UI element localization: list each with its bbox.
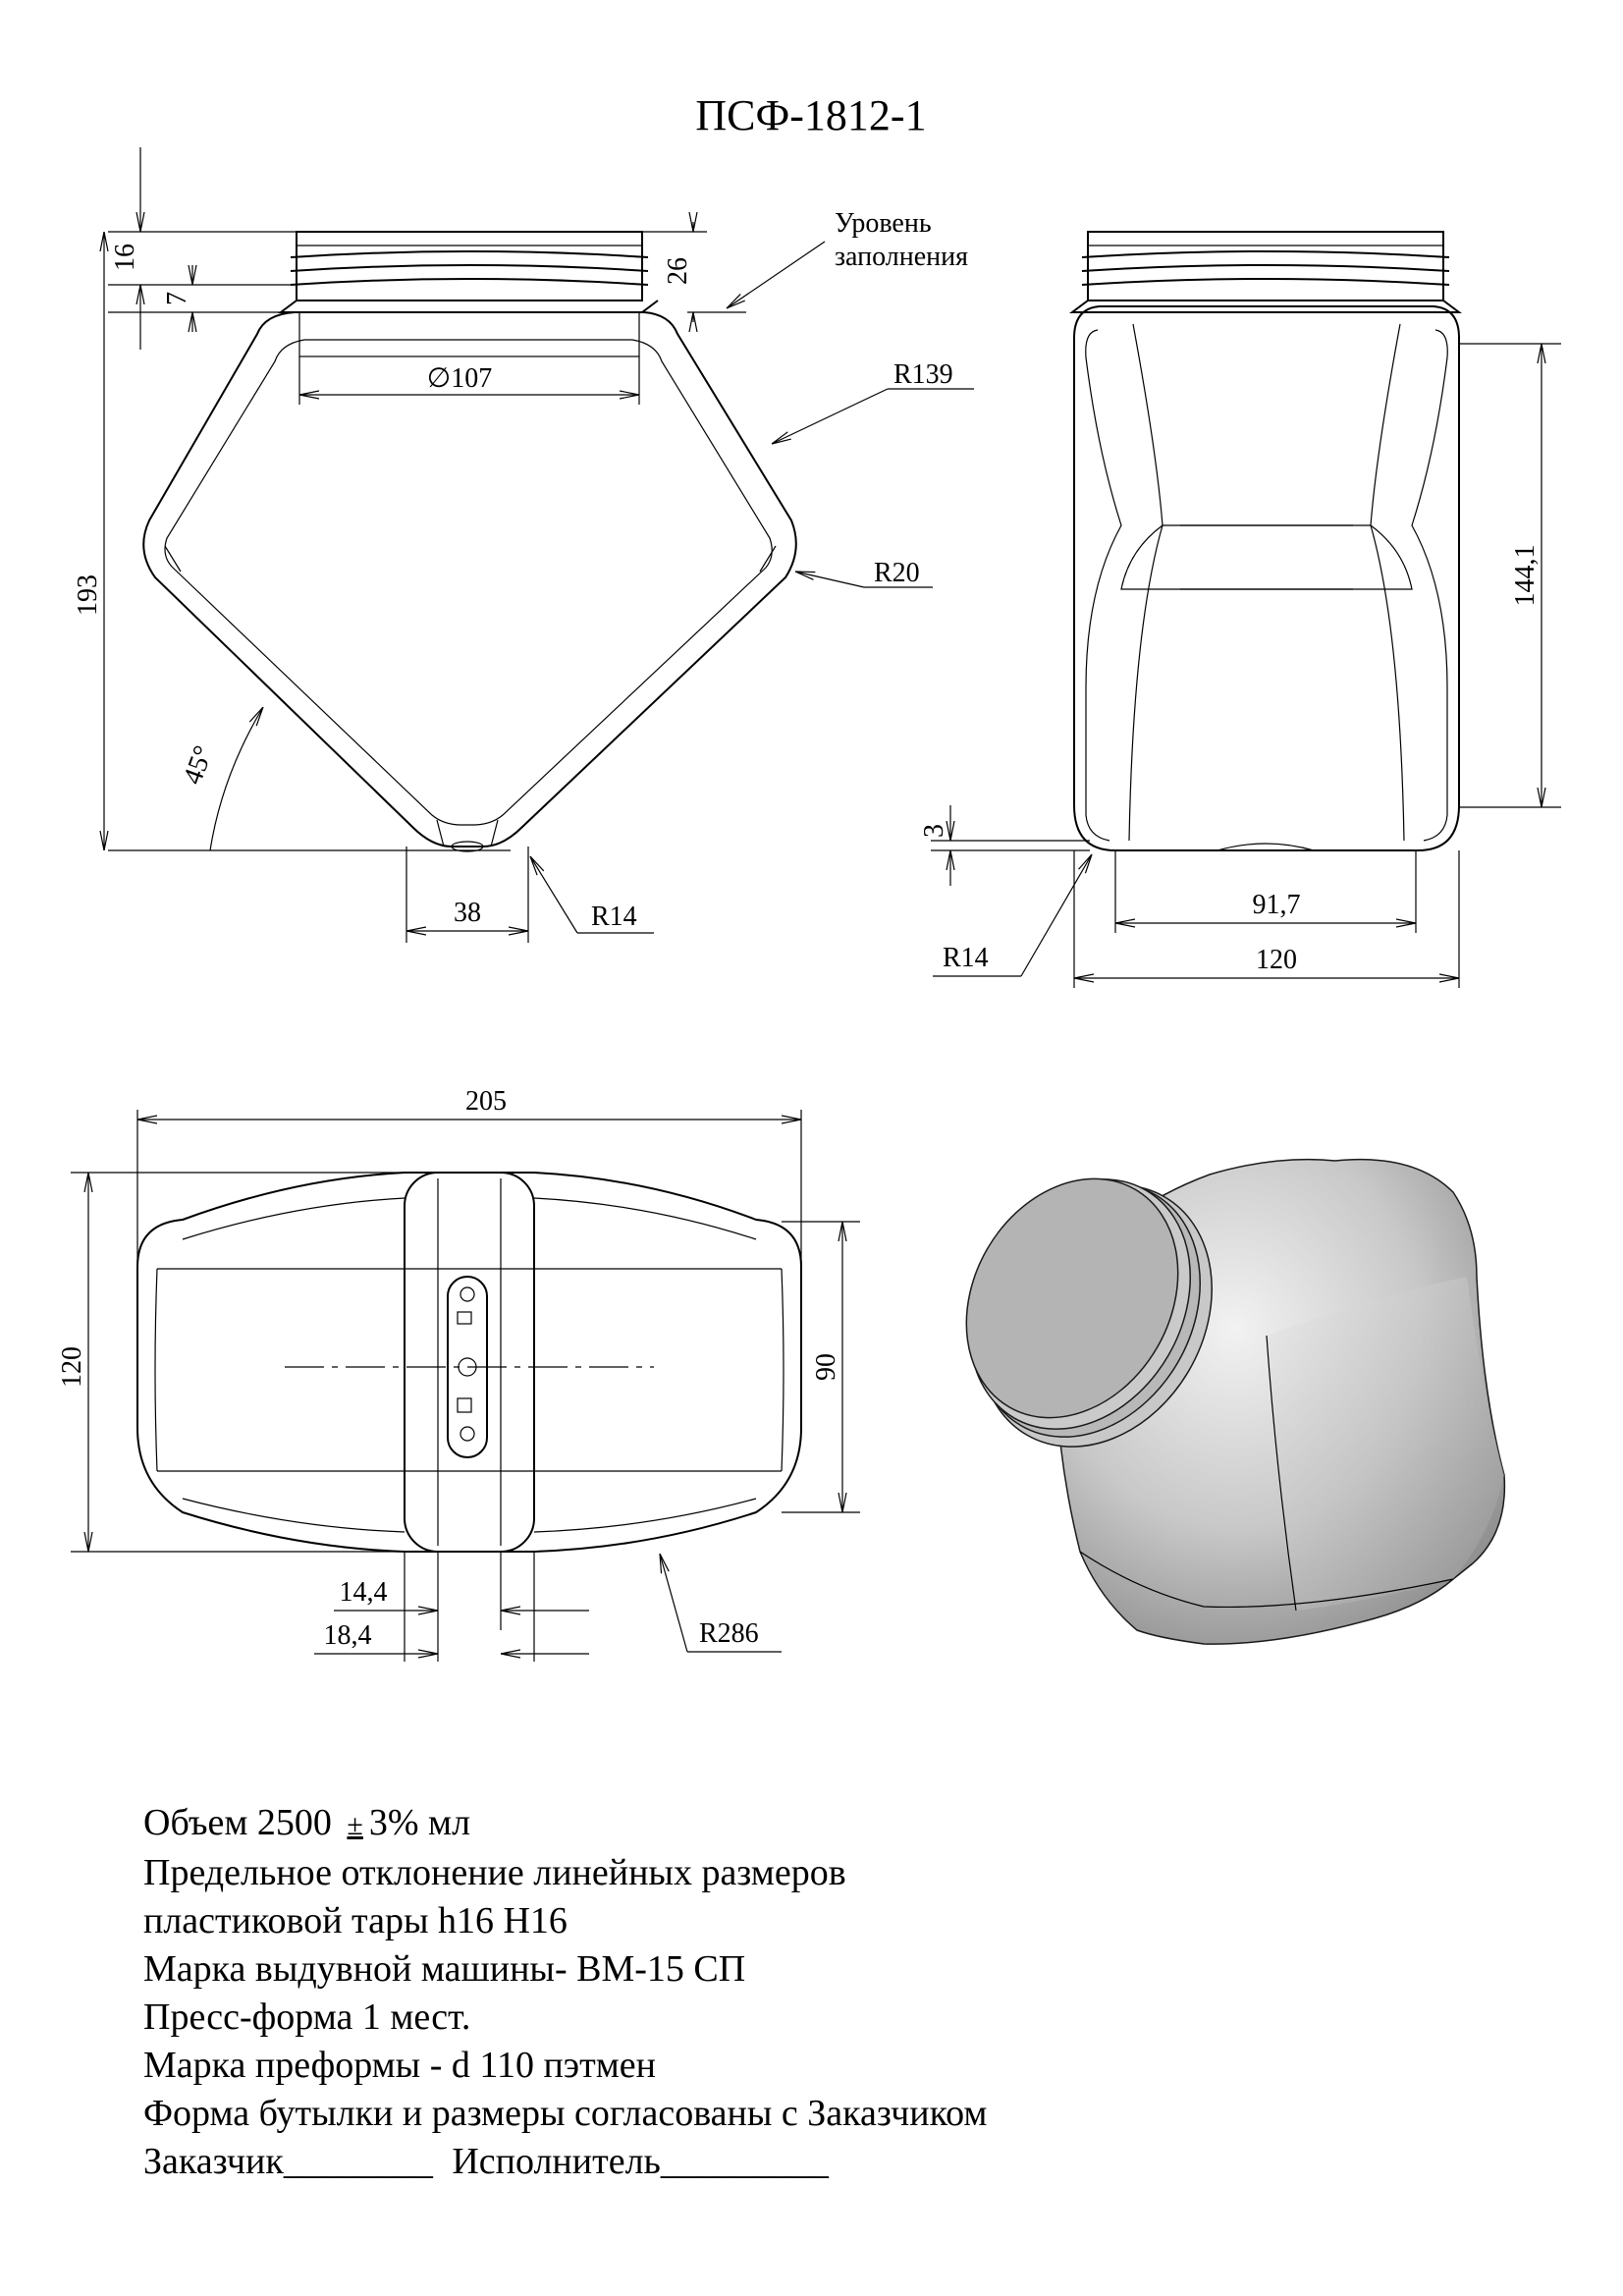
drawing-title: ПСФ-1812-1 <box>695 91 927 139</box>
specification-notes <box>143 1799 1518 2186</box>
side-panel <box>1086 330 1121 841</box>
dim-r14-side: R14 <box>943 943 989 973</box>
dim-angle-45: 45° <box>177 741 220 789</box>
customer-label: Заказчик <box>143 2141 284 2182</box>
side-thread <box>1082 251 1449 285</box>
note-tolerance-2: пластиковой тары h16 H16 <box>143 1900 568 1941</box>
dim-91-7: 91,7 <box>1252 890 1301 920</box>
dim-193: 193 <box>73 574 103 616</box>
top-center-band <box>405 1173 534 1552</box>
note-signatures <box>143 2138 1518 2186</box>
dim-16: 16 <box>110 244 140 271</box>
dim-7: 7 <box>162 292 192 305</box>
dim-205: 205 <box>465 1086 507 1117</box>
note-mold: Пресс-форма 1 мест. <box>143 1996 471 2038</box>
dim-120-side: 120 <box>1256 945 1297 975</box>
front-view <box>73 147 974 943</box>
note-volume-pm: ± <box>347 1809 363 1841</box>
dim-r139: R139 <box>893 359 953 390</box>
dim-144-1: 144,1 <box>1510 544 1541 607</box>
dim-r20: R20 <box>874 558 920 588</box>
side-view <box>919 232 1561 988</box>
top-body-outline <box>137 1173 801 1552</box>
customer-signature-line: ________ <box>283 2141 433 2182</box>
note-machine: Марка выдувной машины- ВМ-15 СП <box>143 1948 746 1990</box>
note-approval: Форма бутылки и размеры согласованы с Заказчиком <box>143 2093 988 2134</box>
bottle-3d-render <box>924 1139 1504 1644</box>
top-view <box>57 1086 860 1662</box>
dim-3: 3 <box>919 824 949 838</box>
dim-26: 26 <box>663 257 693 285</box>
dim-18-4: 18,4 <box>323 1620 372 1651</box>
dim-14-4: 14,4 <box>339 1577 388 1608</box>
dim-120-top: 120 <box>57 1346 87 1388</box>
executor-label: Исполнитель <box>452 2141 661 2182</box>
fill-level-leader <box>727 242 825 308</box>
dim-diameter-107: ∅107 <box>426 363 493 394</box>
dim-90: 90 <box>811 1353 841 1381</box>
note-volume-prefix: Объем 2500 <box>143 1802 332 1843</box>
executor-signature-line: _________ <box>660 2141 829 2182</box>
front-body-inner <box>165 340 772 825</box>
front-thread <box>291 251 648 285</box>
dim-38: 38 <box>454 898 481 928</box>
fill-level-label-2: заполнения <box>835 242 968 272</box>
dim-r14-front: R14 <box>591 902 637 932</box>
note-preform: Марка преформы - d 110 пэтмен <box>143 2045 656 2086</box>
fill-level-label-1: Уровень <box>835 208 932 239</box>
note-tolerance-1: Предельное отклонение линейных размеров <box>143 1852 846 1893</box>
note-volume <box>143 1799 1518 1849</box>
dim-r286: R286 <box>699 1618 759 1649</box>
note-volume-suffix: 3% мл <box>368 1802 471 1843</box>
